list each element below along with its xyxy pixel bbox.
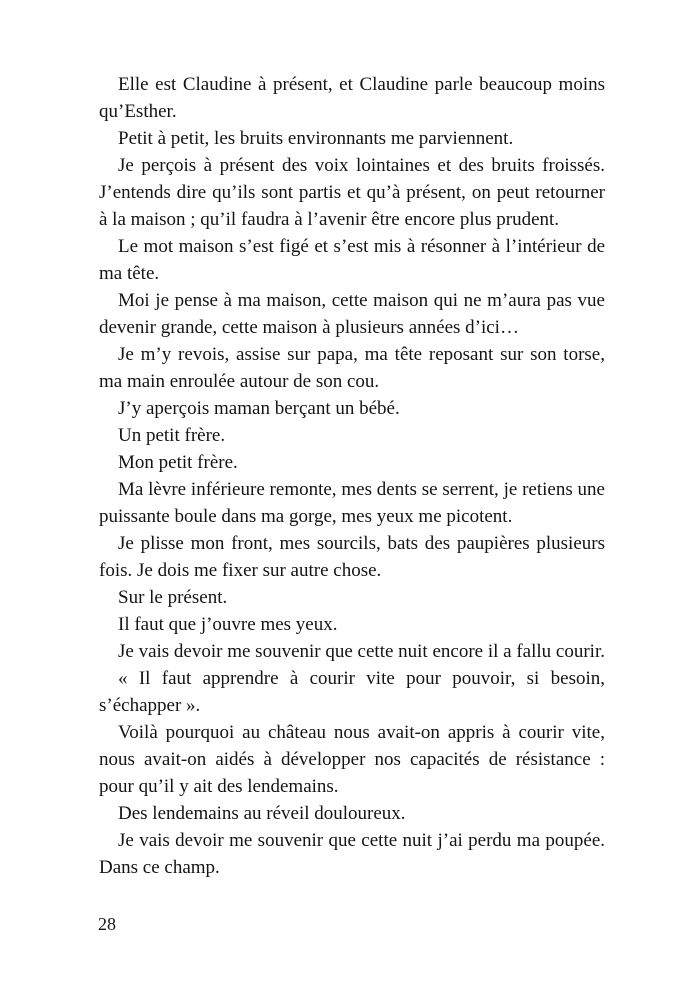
paragraph: Un petit frère. [118, 425, 226, 446]
paragraph: Voilà pourquoi au château nous avait-on appris à courir vite, nous avait-on aidés à développer nos capacités de résistance : pour qu’il y ait des lendemains. [99, 722, 605, 797]
paragraph: Moi je pense à ma maison, cette maison qui ne m’aura pas vue devenir grande, cette maison à plusieurs années d’ici… [99, 290, 605, 338]
paragraph: J’y aperçois maman berçant un bébé. [118, 398, 400, 419]
paragraph: Il faut que j’ouvre mes yeux. [118, 614, 338, 635]
paragraph: Je m’y revois, assise sur papa, ma tête reposant sur son torse, ma main enroulée autour de son cou. [99, 344, 605, 392]
paragraph: Des lendemains au réveil douloureux. [118, 803, 406, 824]
page-number: 28 [98, 914, 116, 934]
paragraph: Le mot maison s’est figé et s’est mis à résonner à l’intérieur de ma tête. [99, 236, 605, 284]
paragraph: « Il faut apprendre à courir vite pour pouvoir, si besoin, s’échapper ». [99, 668, 605, 716]
paragraph: Je plisse mon front, mes sourcils, bats des paupières plusieurs fois. Je dois me fixer sur autre chose. [99, 533, 605, 581]
paragraph: Je perçois à présent des voix lointaines et des bruits froissés. J’entends dire qu’ils sont partis et qu’à présent, on peut retourner à la maison ; qu’il faudra à l’avenir être encore plus prudent. [99, 155, 605, 230]
paragraph: Sur le présent. [118, 587, 228, 608]
paragraph: Petit à petit, les bruits environnants me parviennent. [118, 128, 514, 149]
paragraph: Je vais devoir me souvenir que cette nuit j’ai perdu ma poupée. Dans ce champ. [99, 830, 605, 878]
paragraph: Je vais devoir me souvenir que cette nuit encore il a fallu courir. [118, 641, 605, 662]
paragraph: Mon petit frère. [118, 452, 238, 473]
paragraph: Elle est Claudine à présent, et Claudine parle beaucoup moins qu’Esther. [99, 74, 605, 122]
body-text [99, 71, 605, 881]
paragraph: Ma lèvre inférieure remonte, mes dents se serrent, je retiens une puissante boule dans ma gorge, mes yeux me picotent. [99, 479, 605, 527]
